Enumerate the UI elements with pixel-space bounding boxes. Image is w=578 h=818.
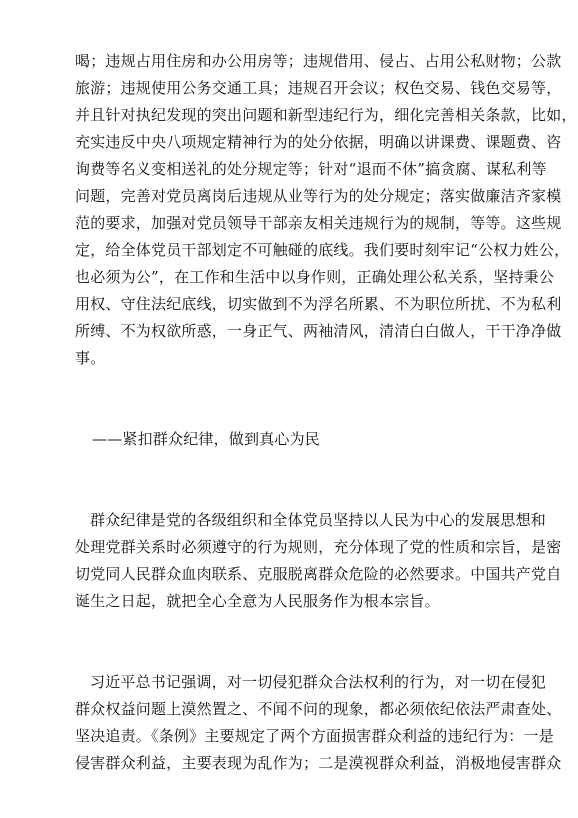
- text-line: 充实违反中央八项规定精神行为的处分依据，明确以讲课费、课题费、咨: [75, 133, 562, 151]
- text-line: 旅游；违规使用公务交通工具；违规召开会议；权色交易、钱色交易等，: [75, 79, 562, 97]
- text-line: 问题，完善对党员离岗后违规从业等行为的处分规定；落实做廉洁齐家模: [75, 187, 562, 205]
- section-heading: ——紧扣群众纪律，做到真心为民: [92, 430, 321, 448]
- spacer: [75, 615, 502, 669]
- text-line: 范的要求，加强对党员领导干部亲友相关违规行为的规制，等等。这些规: [75, 214, 562, 232]
- text-line: 群众权益问题上漠然置之、不闻不问的现象，都必须依纪依法严肃查处、: [75, 700, 562, 718]
- spacer: [75, 372, 502, 426]
- text-line: 询费等名义变相送礼的处分规定等；针对“退而不休”搞贪腐、谋私利等: [75, 160, 547, 178]
- text-line: 诞生之日起，就把全心全意为人民服务作为根本宗旨。: [75, 592, 440, 610]
- text-line: 喝；违规占用住房和办公用房等；违规借用、侵占、占用公私财物；公款: [75, 52, 562, 70]
- text-line: 定，给全体党员干部划定不可触碰的底线。我们要时刻牢记“公权力姓公，: [75, 241, 570, 259]
- text-line: 也必须为公”，在工作和生活中以身作则，正确处理公私关系，坚持秉公: [75, 268, 555, 286]
- paragraph-discipline-rules: [75, 48, 577, 372]
- text-line: 坚决追责。《条例》主要规定了两个方面损害群众利益的违纪行为：一是: [75, 727, 554, 745]
- text-line: 处理党群关系时必须遵守的行为规则，充分体现了党的性质和宗旨，是密: [75, 538, 562, 556]
- spacer: [75, 453, 502, 507]
- text-line: 切党同人民群众血肉联系、克服脱离群众危险的必然要求。中国共产党自: [75, 565, 562, 583]
- text-line: 习近平总书记强调，对一切侵犯群众合法权利的行为，对一切在侵犯: [90, 673, 547, 691]
- text-line: 并且针对执纪发现的突出问题和新型违纪行为，细化完善相关条款，比如，: [75, 106, 577, 124]
- text-line: 所缚、不为权欲所惑，一身正气、两袖清风，清清白白做人，干干净净做: [75, 322, 562, 340]
- text-line: 用权、守住法纪底线，切实做到不为浮名所累、不为职位所扰、不为私利: [75, 295, 562, 313]
- text-line: 群众纪律是党的各级组织和全体党员坚持以人民为中心的发展思想和: [90, 511, 547, 529]
- paragraph-mass-discipline: [75, 507, 562, 615]
- text-line: 侵害群众利益，主要表现为乱作为；二是漠视群众利益，消极地侵害群众: [75, 754, 562, 772]
- text-line: 事。: [75, 349, 106, 367]
- paragraph-regulation-summary: [75, 669, 562, 777]
